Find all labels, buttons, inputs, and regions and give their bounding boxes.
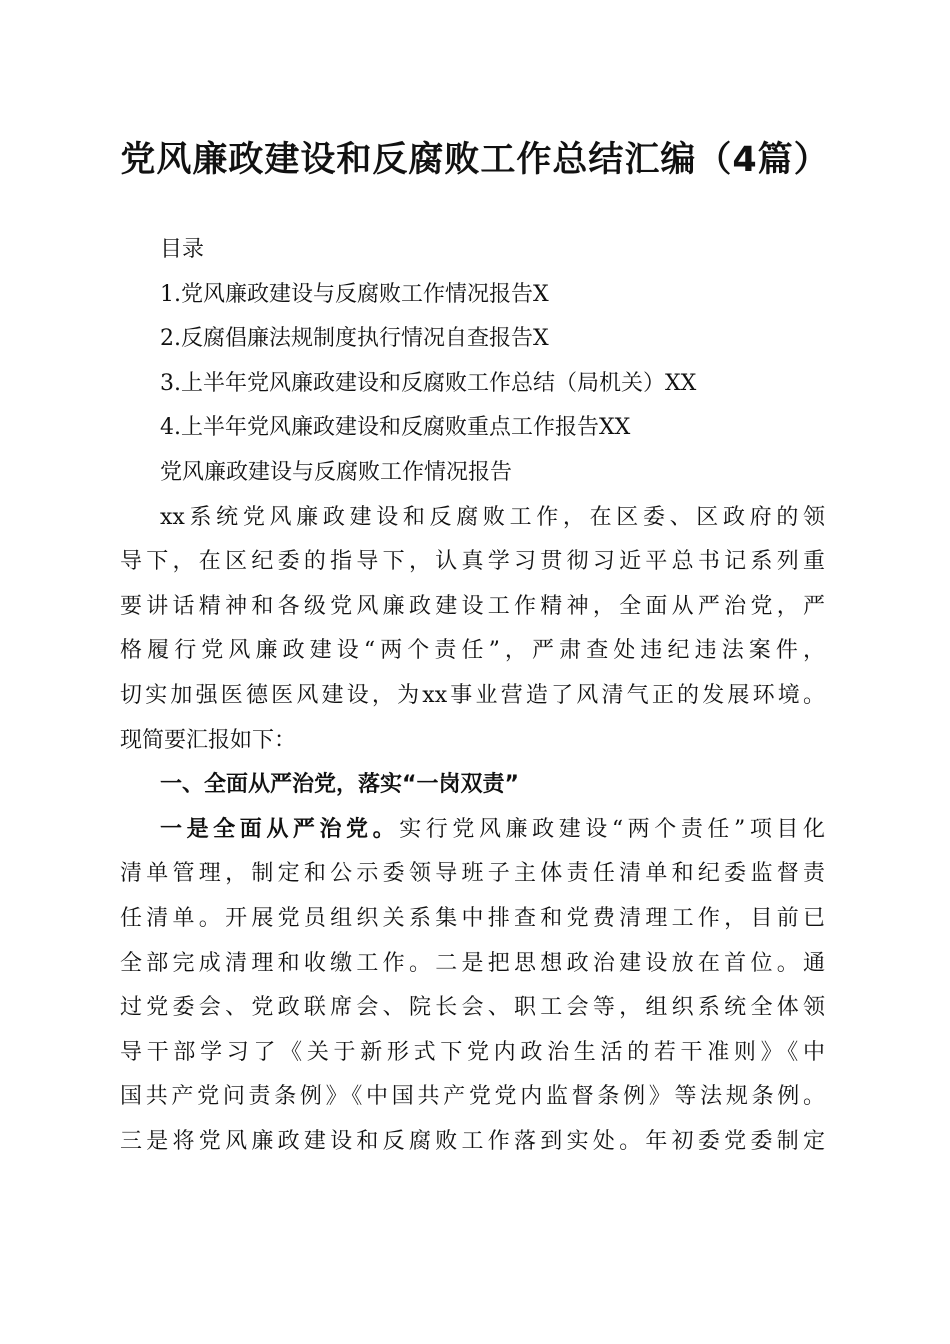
paragraph-line-rest: 实行党风廉政建设“两个责任”项目化 — [399, 816, 825, 842]
document-body — [120, 228, 825, 1164]
paragraph-line: 格履行党风廉政建设“两个责任”，严肃查处违纪违法案件， — [120, 638, 825, 664]
paragraph-line: xx系统党风廉政建设和反腐败工作，在区委、区政府的领 — [160, 504, 825, 530]
paragraph-line: 三是将党风廉政建设和反腐败工作落到实处。年初委党委制定 — [120, 1128, 825, 1154]
paragraph-line: 全部完成清理和收缴工作。二是把思想政治建设放在首位。通 — [120, 950, 825, 976]
paragraph-line — [120, 808, 825, 853]
toc-item-3: 3.上半年党风廉政建设和反腐败工作总结（局机关）XX — [160, 370, 697, 396]
paragraph-line: 要讲话精神和各级党风廉政建设工作精神，全面从严治党，严 — [120, 593, 825, 619]
article-title: 党风廉政建设与反腐败工作情况报告 — [160, 459, 513, 485]
paragraph-line: 国共产党问责条例》《中国共产党党内监督条例》等法规条例。 — [120, 1084, 825, 1110]
paragraph-line: 切实加强医德医风建设，为xx事业营造了风清气正的发展环境。 — [120, 682, 825, 708]
paragraph-line: 过党委会、党政联席会、院长会、职工会等，组织系统全体领 — [120, 995, 825, 1021]
paragraph-line: 清单管理，制定和公示委领导班子主体责任清单和纪委监督责 — [120, 861, 825, 887]
section-heading: 一、全面从严治党，落实“一岗双责” — [160, 772, 519, 798]
toc-item-2: 2.反腐倡廉法规制度执行情况自查报告X — [160, 326, 549, 352]
paragraph-line: 导下，在区纪委的指导下，认真学习贯彻习近平总书记系列重 — [120, 549, 825, 575]
paragraph-line: 现简要汇报如下： — [120, 727, 297, 753]
toc-heading: 目录 — [160, 237, 205, 262]
toc-item-1: 1.党风廉政建设与反腐败工作情况报告X — [160, 281, 549, 307]
paragraph-lead: 一是全面从严治党。 — [160, 816, 400, 842]
document-title: 党风廉政建设和反腐败工作总结汇编（4篇） — [120, 140, 830, 180]
toc-item-4: 4.上半年党风廉政建设和反腐败重点工作报告XX — [160, 415, 631, 441]
paragraph-line: 任清单。开展党员组织关系集中排查和党费清理工作，目前已 — [120, 905, 825, 931]
paragraph-line: 导干部学习了《关于新形式下党内政治生活的若干准则》《中 — [120, 1039, 825, 1065]
